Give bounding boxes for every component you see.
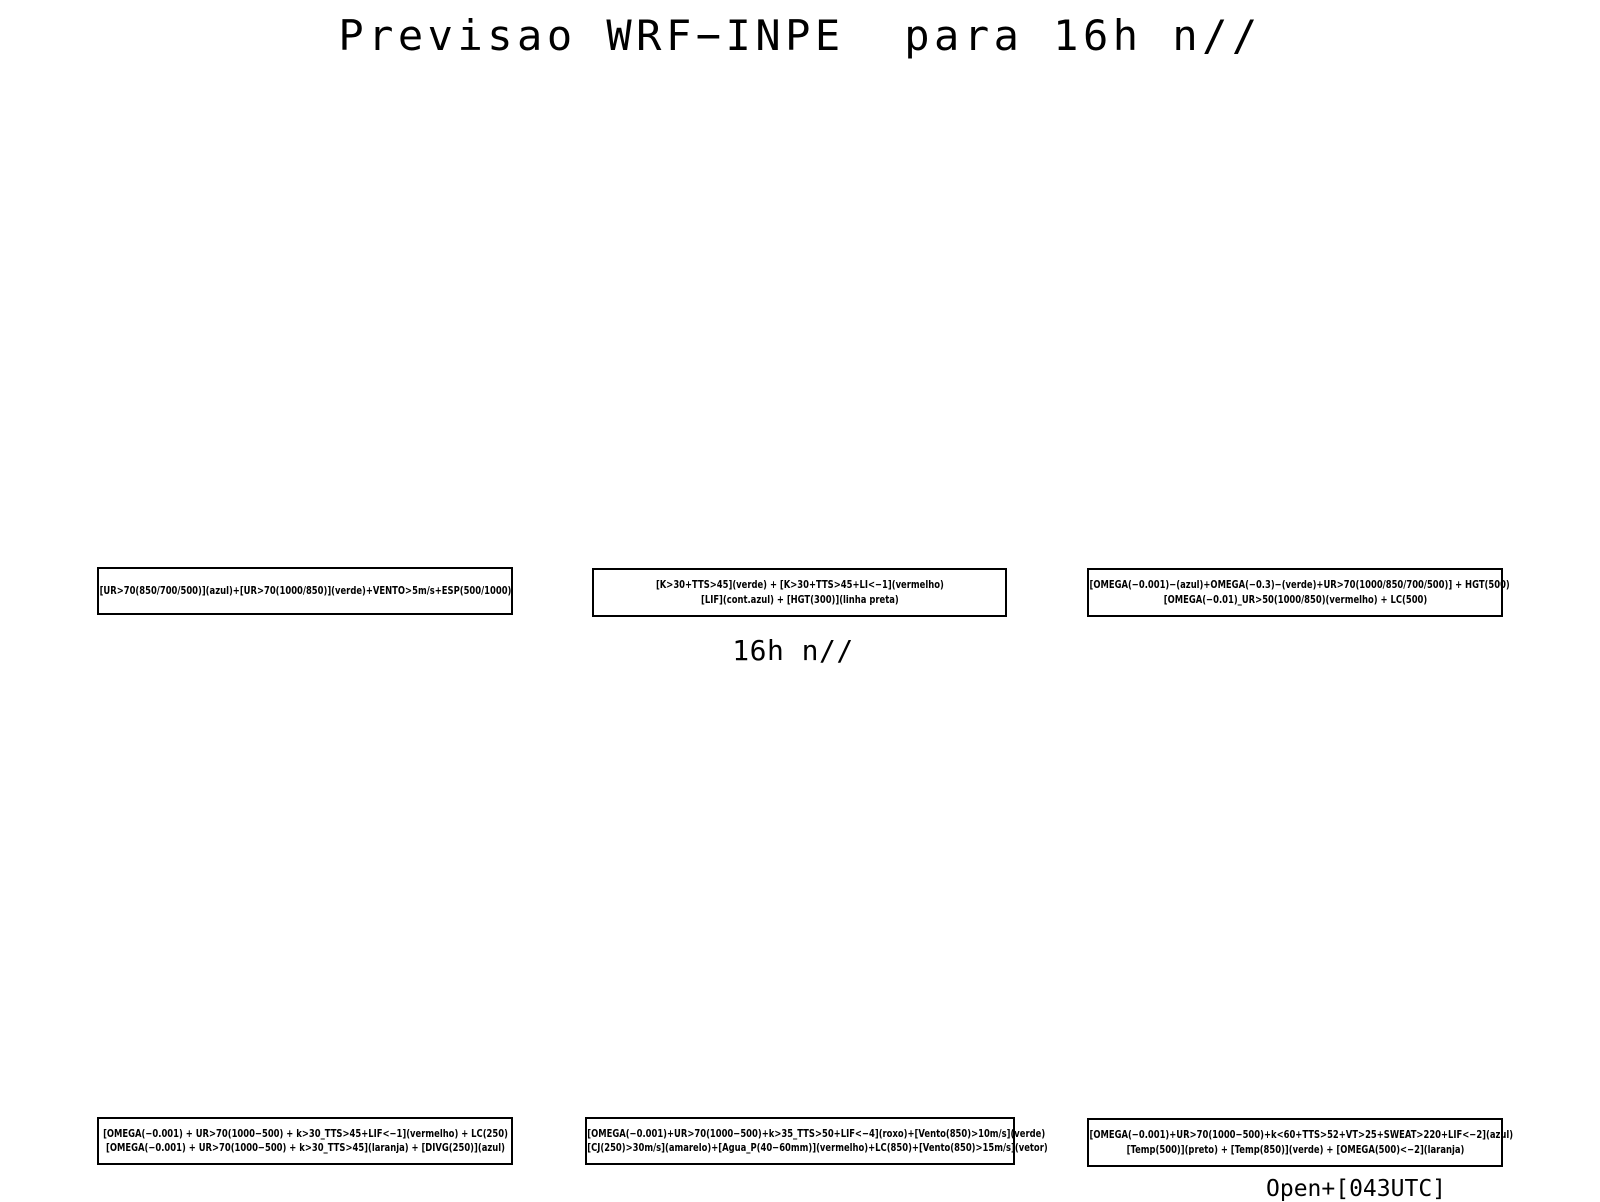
legend-line: [OMEGA(−0.001) + UR>70(1000−500) + k>30_TTS>45](laranja) + [DIVG(250)](azul) [105,1142,505,1154]
legend-line: [OMEGA(−0.001) + UR>70(1000−500) + k>30_TTS>45+LIF<−1](vermelho) + LC(250) [102,1127,508,1140]
legend-text [594,578,1005,607]
legend-line: [Temp(500)](preto) + [Temp(850)](verde) + [OMEGA(500)<−2](laranja) [1126,1143,1464,1156]
legend-text [587,1127,1048,1156]
legend-box-top-center [592,568,1007,617]
legend-line: [K>30+TTS>45](verde) + [K>30+TTS>45+LI<−1](vermelho) [655,579,944,591]
page-title: Previsao WRF−INPE para 16h n// [338,11,1262,60]
legend-box-top-right [1087,568,1510,617]
legend-box-top-left [97,567,513,615]
legend-text [1089,578,1510,607]
legend-box-bottom-left [97,1117,513,1165]
legend-line: [LIF](cont.azul) + [HGT(300)](linha preta) [700,593,899,606]
legend-line: [OMEGA(−0.01)_UR>50(1000/850)(vermelho) + LC(500) [1163,593,1427,606]
legend-text [99,584,511,599]
legend-box-bottom-right [1087,1118,1513,1167]
legend-line: [CJ(250)>30m/s](amarelo)+[Agua_P(40−60mm)](vermelho)+LC(850)+[Vento(850)>15m/s](vetor) [587,1142,1048,1154]
legend-text [1089,1128,1513,1157]
legend-box-bottom-center [585,1117,1048,1165]
legend-text [99,1127,511,1156]
legend-line: [OMEGA(−0.001)+UR>70(1000−500)+k>35_TTS>50+LIF<−4](roxo)+[Vento(850)>10m/s](verde) [587,1127,1045,1140]
legend-line: [OMEGA(−0.001)−(azul)+OMEGA(−0.3)−(verde)+UR>70(1000/850/700/500)] + HGT(500) [1089,579,1510,591]
center-time-label: 16h n// [732,634,854,667]
legend-line: [OMEGA(−0.001)+UR>70(1000−500)+k<60+TTS>52+VT>25+SWEAT>220+LIF<−2](azul) [1089,1129,1513,1141]
footer-run-label: Open+[043UTC] [1266,1176,1447,1202]
legend-line: [UR>70(850/700/500)](azul)+[UR>70(1000/850)](verde)+VENTO>5m/s+ESP(500/1000) [99,584,511,597]
